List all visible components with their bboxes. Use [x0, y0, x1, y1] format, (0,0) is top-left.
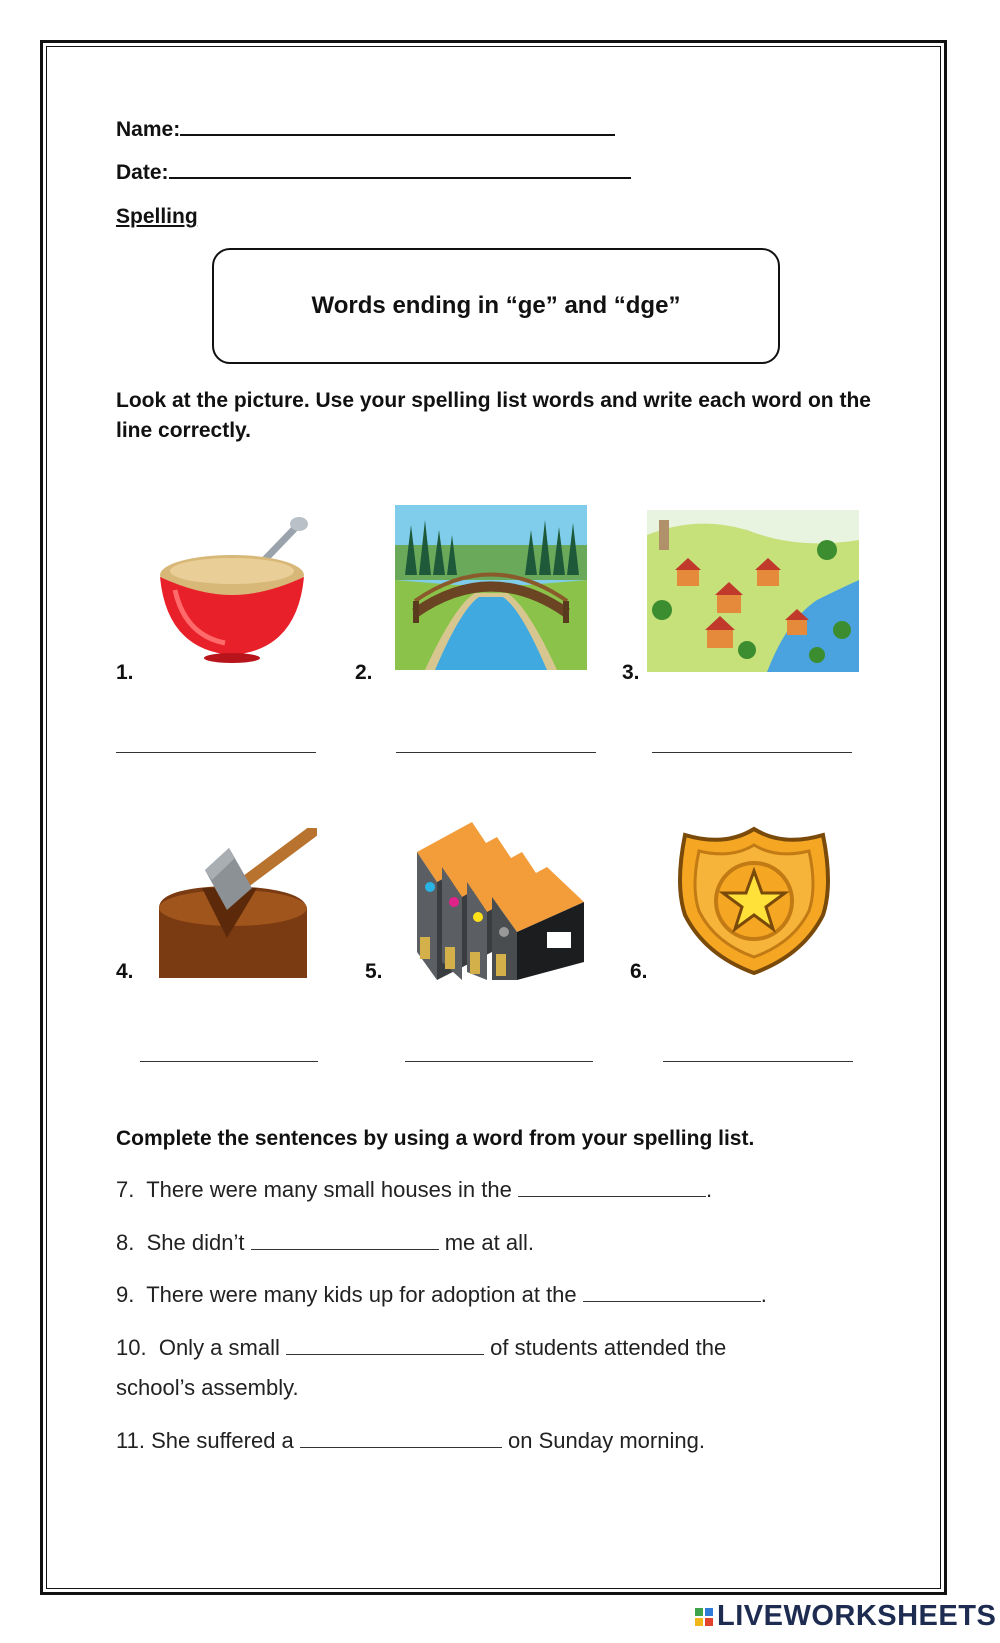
title-box [212, 248, 780, 364]
sentence-blank-8[interactable] [251, 1231, 439, 1250]
porridge-bowl-icon [155, 515, 310, 665]
sentence-11 [116, 1428, 705, 1454]
sentence-10 [116, 1335, 726, 1361]
answer-line-4[interactable] [140, 1061, 318, 1062]
picture-number-2: 2. [355, 661, 373, 684]
badge-icon [673, 825, 835, 977]
name-label: Name: [116, 118, 181, 141]
sentence-10-continued: school’s assembly. [116, 1375, 299, 1400]
answer-line-2[interactable] [396, 752, 596, 753]
answer-line-3[interactable] [652, 752, 852, 753]
sentence-blank-9[interactable] [583, 1283, 761, 1302]
date-label: Date: [116, 161, 169, 184]
picture-number-1: 1. [116, 661, 134, 684]
ink-cartridges-icon [412, 812, 587, 982]
sentence-number: 7. [116, 1177, 135, 1202]
sentence-instructions: Complete the sentences by using a word from your spelling list. [116, 1127, 755, 1150]
sentence-number: 11. [116, 1428, 145, 1453]
date-input-line[interactable] [169, 159, 631, 179]
sentence-text: She didn’t [146, 1230, 245, 1255]
picture-number-6: 6. [630, 960, 648, 983]
sentence-blank-10[interactable] [286, 1336, 484, 1355]
sentence-9 [116, 1282, 767, 1308]
watermark-text: LIVEWORKSHEETS [717, 1600, 997, 1632]
sentence-blank-11[interactable] [300, 1429, 502, 1448]
liveworksheets-logo-icon [695, 1608, 713, 1626]
sentence-end: . [760, 1282, 767, 1307]
sentence-end: of students attended the [490, 1335, 727, 1360]
date-field[interactable] [116, 159, 631, 185]
picture-number-3: 3. [622, 661, 640, 684]
subject-heading: Spelling [116, 205, 198, 228]
sentence-text: She suffered a [151, 1428, 294, 1453]
picture-number-5: 5. [365, 960, 383, 983]
sentence-blank-7[interactable] [518, 1178, 706, 1197]
axe-in-stump-icon [157, 828, 317, 980]
sentence-8 [116, 1230, 534, 1256]
answer-line-6[interactable] [663, 1061, 853, 1062]
liveworksheets-watermark[interactable] [695, 1600, 996, 1633]
name-input-line[interactable] [180, 116, 615, 136]
sentence-end: . [705, 1177, 713, 1202]
answer-line-1[interactable] [116, 752, 316, 753]
picture-number-4: 4. [116, 960, 134, 983]
name-field[interactable] [116, 116, 615, 142]
sentence-end: me at all. [444, 1230, 534, 1255]
sentence-end: on Sunday morning. [508, 1428, 705, 1453]
sentence-number: 8. [116, 1230, 135, 1255]
sentence-text: There were many kids up for adoption at the [146, 1282, 577, 1307]
village-icon [647, 510, 859, 672]
sentence-text: Only a small [158, 1335, 280, 1360]
answer-line-5[interactable] [405, 1061, 593, 1062]
worksheet-title: Words ending in “ge” and “dge” [311, 292, 681, 319]
sentence-text: There were many small houses in the [146, 1177, 512, 1202]
bridge-icon [395, 505, 587, 670]
sentence-number: 10. [116, 1335, 147, 1360]
sentence-7 [116, 1177, 712, 1203]
sentence-number: 9. [116, 1282, 135, 1307]
picture-instructions: Look at the picture. Use your spelling list words and write each word on the line correctly. [116, 389, 871, 442]
